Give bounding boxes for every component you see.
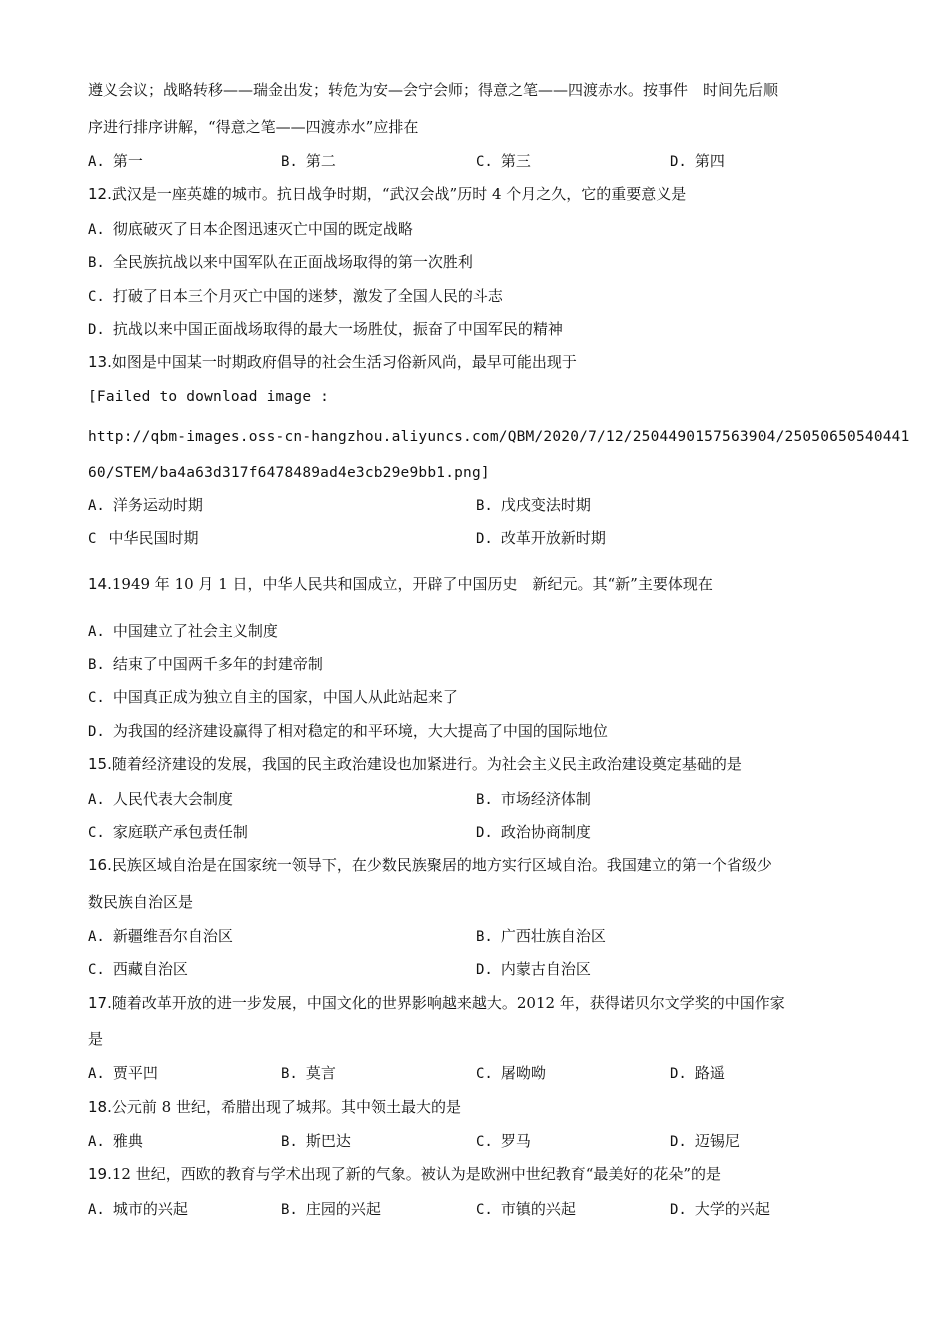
option-text: 第四 <box>694 152 725 170</box>
option-text: 家庭联产承包责任制 <box>112 823 248 841</box>
question-text: 如图是中国某一时期政府倡导的社会生活习俗新风尚，最早可能出现于 <box>111 353 577 371</box>
option-text: 莫言 <box>305 1064 336 1082</box>
option-label: B. <box>281 154 298 170</box>
q15-option-c <box>88 822 248 843</box>
option-text: 雅典 <box>112 1132 143 1150</box>
option-label: B. <box>281 1066 298 1082</box>
q13-option-d <box>476 528 606 549</box>
option-text: 结束了中国两千多年的封建帝制 <box>112 655 323 673</box>
q17-option-a <box>88 1063 158 1084</box>
option-label: C. <box>476 1202 493 1218</box>
q15-option-a <box>88 789 233 810</box>
option-text: 迈锡尼 <box>694 1132 740 1150</box>
q17-option-b <box>281 1063 336 1084</box>
q15-option-b <box>476 789 591 810</box>
image-error-line3: 60/STEM/ba4a63d317f6478489ad4e3cb29e9bb1.png] <box>88 465 490 481</box>
option-text: 市场经济体制 <box>500 790 591 808</box>
option-label: A. <box>88 222 105 238</box>
q11-option-b <box>281 151 336 172</box>
q16-stem-line2: 数民族自治区是 <box>88 893 194 911</box>
image-error-line1: [Failed to download image : <box>88 389 330 405</box>
q12-option-c <box>88 286 503 307</box>
option-label: B. <box>281 1134 298 1150</box>
option-text: 大学的兴起 <box>694 1200 770 1218</box>
question-text: 民族区域自治是在国家统一领导下，在少数民族聚居的地方实行区域自治。我国建立的第一个省级少 <box>111 856 772 874</box>
question-number: 13. <box>88 353 112 371</box>
q13-option-a <box>88 495 203 516</box>
option-text: 屠呦呦 <box>500 1064 546 1082</box>
option-text: 政治协商制度 <box>500 823 591 841</box>
option-label: D. <box>670 1134 687 1150</box>
q12-stem <box>88 184 686 204</box>
q13-option-b <box>476 495 591 516</box>
question-number: 18. <box>88 1098 112 1116</box>
option-text: 第二 <box>305 152 336 170</box>
option-text: 打破了日本三个月灭亡中国的迷梦，激发了全国人民的斗志 <box>112 287 503 305</box>
option-text: 罗马 <box>500 1132 531 1150</box>
q16-option-d <box>476 959 591 980</box>
option-label: A. <box>88 929 105 945</box>
q14-option-b <box>88 654 323 675</box>
option-label: C. <box>476 154 493 170</box>
option-label: D. <box>670 1202 687 1218</box>
option-label: B. <box>476 929 493 945</box>
option-label: D. <box>476 825 493 841</box>
option-text: 改革开放新时期 <box>500 529 606 547</box>
option-label: C. <box>476 1134 493 1150</box>
option-text: 第三 <box>500 152 531 170</box>
question-text: 随着改革开放的进一步发展，中国文化的世界影响越来越大。2012 年，获得诺贝尔文学奖的中国作家 <box>111 994 785 1012</box>
q19-option-d <box>670 1199 770 1220</box>
question-number: 15. <box>88 755 112 773</box>
option-label: C. <box>476 1066 493 1082</box>
q12-option-d <box>88 319 563 340</box>
q17-option-d <box>670 1063 725 1084</box>
q16-option-a <box>88 926 233 947</box>
image-error-url: http://qbm-images.oss-cn-hangzhou.aliyuncs.com/QBM/2020/7/12/2504490157563904/25050650540441 <box>88 429 910 445</box>
question-number: 19. <box>88 1165 112 1183</box>
option-text: 洋务运动时期 <box>112 496 203 514</box>
q14-option-d <box>88 721 608 742</box>
option-label: B. <box>88 255 105 271</box>
q14-stem <box>88 574 713 594</box>
option-text: 西藏自治区 <box>112 960 188 978</box>
q15-stem <box>88 754 742 774</box>
q12-option-a <box>88 219 413 240</box>
option-label: A. <box>88 792 105 808</box>
option-text: 戊戌变法时期 <box>500 496 591 514</box>
question-text: 1949 年 10 月 1 日，中华人民共和国成立，开辟了中国历史 新纪元。其“新”主要体现在 <box>111 575 713 593</box>
option-text: 全民族抗战以来中国军队在正面战场取得的第一次胜利 <box>112 253 473 271</box>
option-label: C. <box>88 289 105 305</box>
option-label: C. <box>88 825 105 841</box>
option-label: A. <box>88 1202 105 1218</box>
option-label: A. <box>88 624 105 640</box>
option-label: A. <box>88 1134 105 1150</box>
option-text: 人民代表大会制度 <box>112 790 233 808</box>
q11-option-a <box>88 151 143 172</box>
question-number: 16. <box>88 856 112 874</box>
q13-option-c <box>88 528 198 549</box>
q18-option-b <box>281 1131 351 1152</box>
option-text: 第一 <box>112 152 143 170</box>
question-text: 随着经济建设的发展，我国的民主政治建设也加紧进行。为社会主义民主政治建设奠定基础的是 <box>111 755 742 773</box>
option-label: B. <box>281 1202 298 1218</box>
q18-stem <box>88 1097 461 1117</box>
option-label: A. <box>88 154 105 170</box>
option-label: A. <box>88 1066 105 1082</box>
option-text: 中华民国时期 <box>108 529 199 547</box>
option-label: D. <box>88 724 105 740</box>
option-text: 市镇的兴起 <box>500 1200 576 1218</box>
q18-option-a <box>88 1131 143 1152</box>
option-label: D. <box>670 1066 687 1082</box>
option-label: C. <box>88 962 105 978</box>
q19-stem <box>88 1164 721 1184</box>
option-label: D. <box>88 322 105 338</box>
question-number: 14. <box>88 575 112 593</box>
question-text: 公元前 8 世纪，希腊出现了城邦。其中领土最大的是 <box>111 1098 461 1116</box>
option-text: 贾平凹 <box>112 1064 158 1082</box>
q19-option-a <box>88 1199 188 1220</box>
option-label: B. <box>476 498 493 514</box>
q11-stem-line2: 序进行排序讲解，“得意之笔——四渡赤水”应排在 <box>88 118 419 136</box>
q17-stem <box>88 993 785 1013</box>
option-text: 广西壮族自治区 <box>500 927 606 945</box>
q16-stem <box>88 855 772 875</box>
q14-option-c <box>88 687 458 708</box>
q11-option-d <box>670 151 725 172</box>
option-text: 彻底破灭了日本企图迅速灭亡中国的既定战略 <box>112 220 413 238</box>
q16-option-c <box>88 959 188 980</box>
option-text: 抗战以来中国正面战场取得的最大一场胜仗，振奋了中国军民的精神 <box>112 320 563 338</box>
option-label: A. <box>88 498 105 514</box>
q18-option-c <box>476 1131 531 1152</box>
option-text: 城市的兴起 <box>112 1200 188 1218</box>
option-text: 路遥 <box>694 1064 725 1082</box>
option-label: D. <box>476 531 493 547</box>
option-label: C <box>88 531 97 547</box>
q16-option-b <box>476 926 606 947</box>
option-label: C. <box>88 690 105 706</box>
q12-option-b <box>88 252 473 273</box>
q19-option-c <box>476 1199 576 1220</box>
q17-option-c <box>476 1063 546 1084</box>
q19-option-b <box>281 1199 381 1220</box>
question-text: 12 世纪，西欧的教育与学术出现了新的气象。被认为是欧洲中世纪教育“最美好的花朵”的是 <box>111 1165 722 1183</box>
q14-option-a <box>88 621 278 642</box>
option-label: B. <box>476 792 493 808</box>
option-text: 新疆维吾尔自治区 <box>112 927 233 945</box>
option-text: 中国建立了社会主义制度 <box>112 622 278 640</box>
question-text: 武汉是一座英雄的城市。抗日战争时期，“武汉会战”历时 4 个月之久，它的重要意义是 <box>111 185 687 203</box>
question-number: 12. <box>88 185 112 203</box>
option-text: 为我国的经济建设赢得了相对稳定的和平环境，大大提高了中国的国际地位 <box>112 722 608 740</box>
option-label: B. <box>88 657 105 673</box>
option-text: 内蒙古自治区 <box>500 960 591 978</box>
q18-option-d <box>670 1131 740 1152</box>
q11-stem-line1: 遵义会议；战略转移——瑞金出发；转危为安—会宁会师；得意之笔——四渡赤水。按事件 时间先后顺 <box>88 81 779 99</box>
q17-stem-line2: 是 <box>88 1030 104 1048</box>
question-number: 17. <box>88 994 112 1012</box>
option-label: D. <box>476 962 493 978</box>
option-text: 中国真正成为独立自主的国家，中国人从此站起来了 <box>112 688 458 706</box>
q11-option-c <box>476 151 531 172</box>
option-text: 庄园的兴起 <box>305 1200 381 1218</box>
option-text: 斯巴达 <box>305 1132 351 1150</box>
q15-option-d <box>476 822 591 843</box>
option-label: D. <box>670 154 687 170</box>
q13-stem <box>88 352 577 372</box>
